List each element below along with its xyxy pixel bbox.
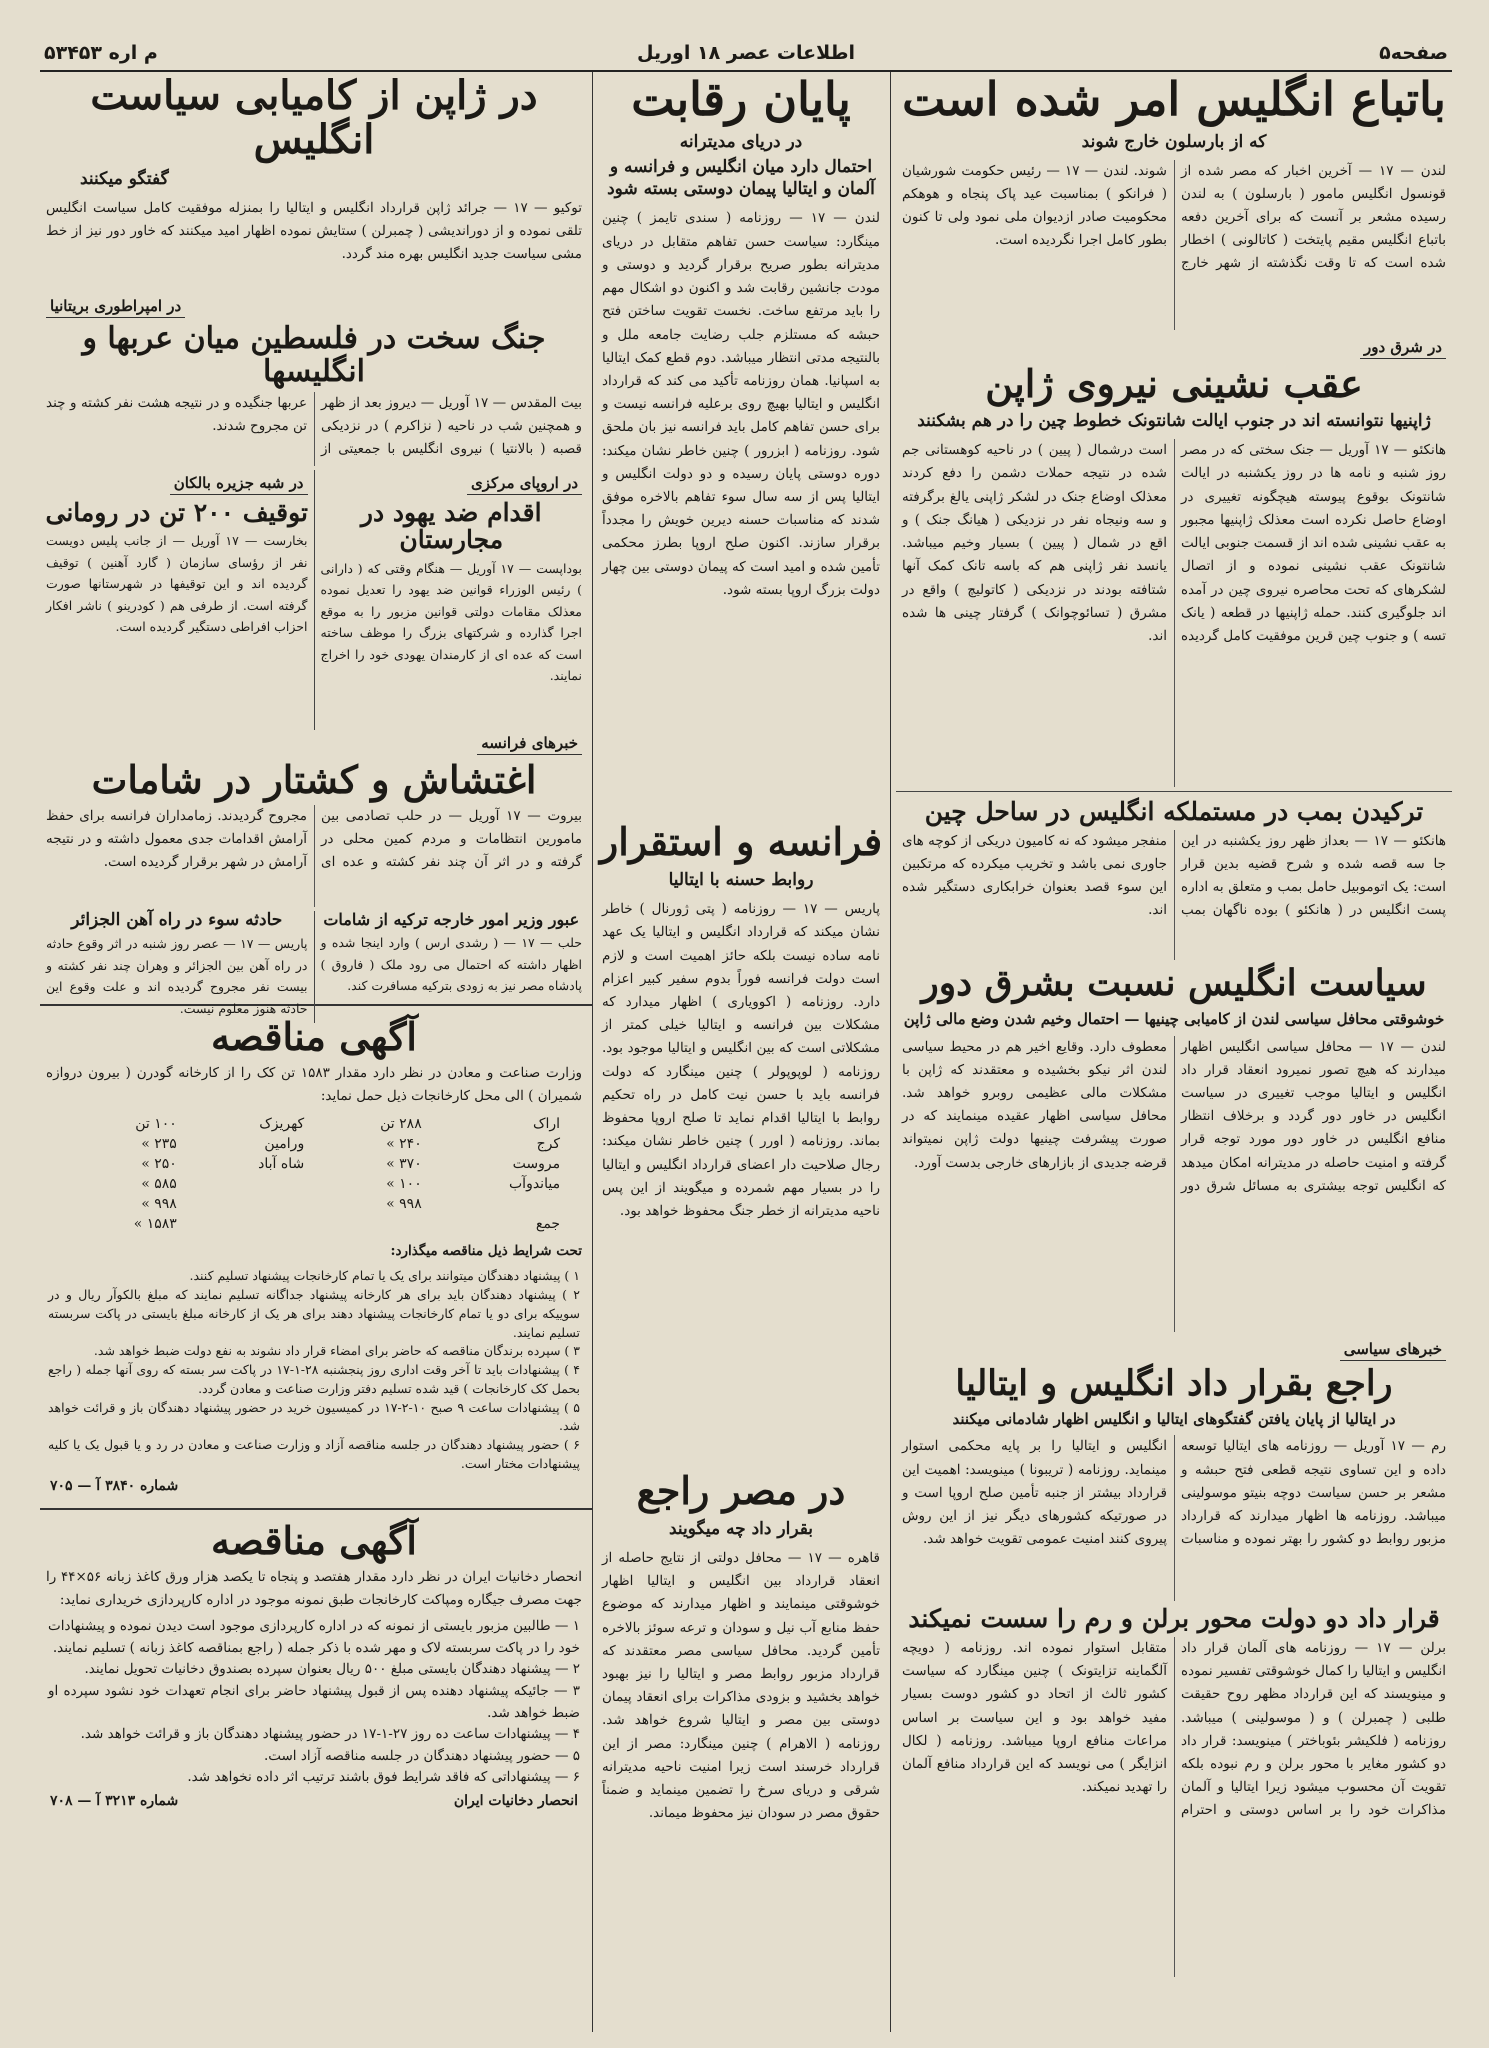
- cell: [428, 1194, 566, 1214]
- tender2-conditions: [48, 1616, 580, 1789]
- headline-turkey-minister: عبور وزیر امور خارجه ترکیه از شامات: [323, 909, 580, 929]
- subheadline-shantung: ژاپنیها نتوانسته اند در جنوب ایالت شانتونک خطوط چین را در هم بشکنند: [917, 411, 1431, 432]
- headline-egypt: در مصر راجع: [636, 1468, 846, 1514]
- balkans-block: [40, 470, 314, 730]
- tender2-intro: انحصار دخانیات ایران در نظر دارد مقدار هفتصد و پنجاه تا یکصد هزار ورق کاغذ زبانه ۵۶×۴۴ را جهت مصرف جیگاره ومپاکت کارخانجات طبق نمونه موجود در اداره کارپردازی خریداری نماید:: [46, 1568, 583, 1609]
- list-item: ۴ ) پیشنهادات باید تا آخر وقت اداری روز پنجشنبه ۲۸-۱-۱۷ در پاکت سر بسته که روی آنها جمله ( راجع بحمل کک کارخانجات ) قید شده تسلیم دفتر وزارت صناعت و معادن گردد.: [48, 1362, 580, 1396]
- section-label-france-news: خبرهای فرانسه: [477, 734, 582, 755]
- tender2-footer: [50, 1793, 578, 1809]
- article-palestine: بیت المقدس — ۱۷ آوریل — دیروز بعد از ظهر و همچنین شب در ناحیه ( نزاکرم ) در نزدیکی قصبه ( بالانتیا ) نیروی انگلیس با جمعیتی از عربها جنگیده و در نتیجه هشت نفر کشته و چند تن مجروح شدند.: [46, 394, 582, 458]
- table-row: [62, 1134, 566, 1154]
- table-row: [62, 1214, 566, 1234]
- section-label-far-east: در شرق دور: [1360, 338, 1446, 359]
- cell: اراک: [533, 1116, 561, 1133]
- paper-date: اطلاعات عصر ۱۸ اوریل: [637, 42, 855, 64]
- cell: ورامین: [264, 1136, 305, 1153]
- article-syria-unrest: بیروت — ۱۷ آوریل — در حلب تصادمی بین مامورین انتظامات و مردم کمین محلی در گرفته و در اثر آن چند نفر کشته و عده ای مجروح گردیدند. زمامداران فرانسه برای حفظ آرامش اقدامات جدی معمول داشته و در نتیجه آرامش در شهر برقرار گردیده است.: [46, 807, 582, 871]
- cell: ۹۹۸ »: [386, 1196, 422, 1213]
- section-label-political: خبرهای سیاسی: [1340, 1340, 1446, 1361]
- cell: شاه آباد: [258, 1156, 305, 1173]
- left-column: [40, 72, 588, 1016]
- central-europe-block: [314, 470, 589, 730]
- headline-japan-retreat: عقب نشینی نیروی ژاپن: [985, 360, 1363, 406]
- article-algeria-rail: پاریس — ۱۷ — عصر روز شنبه در اثر وقوع حادثه در راه آهن بین الجزائر و وهران چند نفر کشته و بیست نفر مجروح گردیده اند و علت وقوع این حادثه هنوز معلوم نیست.: [46, 936, 308, 1016]
- cell: [183, 1194, 310, 1214]
- tender-title: آگهی مناقصه: [211, 1014, 417, 1059]
- list-item: ۳ ) سپرده برندگان مناقصه که حاضر برای امضاء قرار داد نشوند به نفع دولت ضبط خواهد شد.: [93, 1343, 580, 1359]
- two-column-section: [40, 470, 588, 730]
- cell: ۲۸۸ تن: [380, 1116, 422, 1133]
- headline-syria-unrest: اغتشاش و کشتار در شامات: [91, 756, 537, 802]
- table-row: [62, 1194, 566, 1214]
- cell: [183, 1214, 310, 1234]
- algeria-block: [40, 911, 314, 1024]
- cell: کهریزک: [259, 1116, 305, 1133]
- list-item: ۲ ) پیشنهاد دهندگان باید برای هر کارخانه پیشنهاد جداگانه تسلیم نمایند که مبلغ بالکوآر ریال و در سوییکه برای دو یا تمام کارخانجات پیشنهاد دهند برای هر یک از کارخانه مبلغ بایستی در پاکت سربسته تسلیم نمایند.: [48, 1287, 580, 1340]
- masthead: [40, 36, 1452, 72]
- list-item: ۳ — جائیکه پیشنهاد دهنده پس از قبول پیشنهاد حاضر برای انجام تعهدات خود نشود سپرده او ضبط خواهد شد.: [48, 1683, 580, 1721]
- column-rule: [890, 72, 891, 2032]
- tender2-number: شماره ۳۲۱۳ آ — ۷۰۸: [50, 1792, 179, 1809]
- cell: مروست: [512, 1156, 561, 1173]
- headline-algeria-rail: حادثه سوء در راه آهن الجزائر: [71, 909, 283, 930]
- tender-notice-paper: [40, 1514, 588, 2034]
- tender-conditions: [48, 1267, 580, 1473]
- issue-number: ۵م اره ۳۴۵۳: [44, 42, 158, 64]
- tender-table: [62, 1114, 566, 1234]
- table-row: [62, 1174, 566, 1194]
- list-item: ۶ — پیشنهاداتی که فاقد شرایط فوق باشند ترتیب اثر داده نخواهد شد.: [187, 1769, 580, 1786]
- article-end-of-rivalry: لندن — ۱۷ — روزنامه ( سندی تایمز ) چنین مینگارد: سیاست حسن تفاهم متقابل در دریای مدیترانه بطور صریح برقرار گردید و دوستی و مودت جانشین رقابت شد و اکنون دو اشکال مهم را باید مرتفع ساخت. نخست تقویت ساختن فتح حبشه که مستلزم جلب رضایت جامعه ملل و بالنتیجه مدتی انتظار میباشد. دوم قطع کمک ایتالیا به اسپانیا. همان روزنامه تأکید می کند که قرارداد انگلیس و ایتالیا بهیچ روی برعلیه فرانسه نیست و برای حسن تفاهم کامل باید فرانسه نیز بان ملحق شود. روزنامه ( ابزرور ) چنین خاطر نشان میکند: دوره دوستی پایان رسیده و دو دولت انگلیس و ایتالیا پس از سه سال سوء تفاهم بالاخره موفق شدند که مناسبات حسنه دیرین خویش را مجدداً برقرار سازند. اکنون صلح اروپا بطرز محکمی تأمین شده و امید است که پیمان دوستی بین چهار دولت بزرگ اروپا بسته شود.: [602, 210, 880, 598]
- article-british-policy: لندن — ۱۷ — محافل سیاسی انگلیس اظهار میدارند که هیچ تصور نمیرود انعقاد قرار داد انگلیس و ایتالیا موجب تغییری در سیاست انگلیس در خاور دور گردد و برخلاف انتظار منافع انگلیس در خاور دور مورد توجه قرار گرفته و امنیت حاصله در مدیترانه امکان میدهد که انگلیس توجه بیشتری به مسائل شرق دور معطوف دارد. وقایع اخیر هم در محیط سیاسی لندن اثر نیکو بخشیده و معتقدند که ژاپن با مشکلات مالی عظیمی روبرو خواهد شد. محافل سیاسی اظهار عقیده مینمایند که در صورت پیشرفت چینیها دولت ژاپن نمیتواند قرضه جدیدی از بازارهای خارجی بدست آورد.: [902, 1038, 1446, 1194]
- cell: کرج: [536, 1136, 561, 1153]
- subheadline-barcelona: که از بارسلون خارج شوند: [1081, 131, 1267, 152]
- list-item: ۴ — پیشنهادات ساعت ده روز ۲۷-۱-۱۷ در حضور پیشنهاد دهندگان باز و قرائت خواهد شد.: [80, 1726, 580, 1743]
- article-bomb-china: هانکئو — ۱۷ — بعداز ظهر روز یکشنبه در این جا سه قصه شده و شرح قضیه بدین قرار است: یک اتوموبیل حامل بمب و متعلق به اداره پست انگلیس در ( هانکئو ) بوده ناگهان بمب منفجر میشود که نه کامیون دریکی از کوچه های جاوری نمی باشد و تخریب میکرده که مرتکبین این سوء قصد بعنوان خرابکاری دستگیر شده اند.: [902, 832, 1446, 919]
- separator: [896, 791, 1452, 792]
- cell: ۱۰۰ »: [386, 1176, 422, 1193]
- tender-intro: وزارت صناعت و معادن در نظر دارد مقدار ۱۵۸۳ تن کک را از کارخانه گودرن ( بیرون دروازه شمیران ) الی محل کارخانجات ذیل حمل نماید:: [46, 1064, 582, 1105]
- headline-british-policy-far-east: سیاست انگلیس نسبت بشرق دور: [921, 961, 1427, 1004]
- article-barcelona: لندن — ۱۷ — آخرین اخبار که مصر شده از قونسول انگلیس مامور ( بارسلون ) به لندن رسیده مشعر بر آنست که برای آخرین دفعه باتباع انگلیس مقیم پایتخت ( کاتالونی ) اخطار شده است که تا وقت نگذشته از شهر خارج شوند. لندن — ۱۷ — رئیس حکومت شورشیان ( فرانکو ) بمناسبت عید پاک پنجاه و هوهکم محکومیت صادر ازدیوان ملی نمود ولی تا کنون بطور کامل اجرا نگردیده است.: [902, 162, 1446, 272]
- cell: ۲۴۰ »: [386, 1136, 422, 1153]
- headline-japan-british-policy: در ژاپن از کامیابی سیاست انگلیس: [90, 72, 538, 163]
- section-label-balkans: در شبه جزیره بالکان: [170, 474, 308, 495]
- table-row: [62, 1114, 566, 1134]
- cell: ۲۳۵ »: [141, 1136, 177, 1153]
- tender2-title: آگهی مناقصه: [211, 1518, 417, 1563]
- headline-berlin-rome-axis: قرار داد دو دولت محور برلن و رم را سست نمیکند: [908, 1604, 1440, 1634]
- headline-end-of-rivalry: پایان رقابت: [631, 72, 851, 126]
- list-item: ۱ ) پیشنهاد دهندگان میتوانند برای یک یا تمام کارخانجات پیشنهاد تسلیم کنند.: [189, 1268, 580, 1284]
- cell: ۲۵۰ »: [141, 1156, 177, 1173]
- headline-palestine: جنگ سخت در فلسطین میان عربها و انگلیسها: [82, 320, 546, 389]
- headline-france-stability: فرانسه و استقرار: [599, 819, 883, 865]
- subheadline-italy-joy: در ایتالیا از پایان یافتن گفتگوهای ایتالیا و انگلیس اظهار شادمانی میکنند: [952, 1410, 1396, 1429]
- list-item: ۲ — پیشنهاد دهندگان بایستی مبلغ ۵۰۰ ریال بعنوان سپرده بصندوق دخانیات تحویل نمایند.: [84, 1661, 580, 1678]
- article-turkey-minister: حلب — ۱۷ — ( رشدی ارس ) وارد اینجا شده و اظهار داشته که احتمال می رود ملک ( فاروق ) پادشاه مصر نیز به زودی بترکیه مسافرت کند.: [320, 935, 582, 994]
- section-label-central-europe: در اروپای مرکزی: [467, 474, 582, 495]
- article-japan-retreat: هانکئو — ۱۷ آوریل — جنک سختی که در مصر روز شنبه و نامه ها در روز یکشنبه در ایالت شانتونک بوقوع پیوسته هیچگونه تغییری در اوضاع حاصل نکرده است معذلک ژاپنیها مجبور به عقب نشینی شده اند از قسمت جنوبی ایالت شانتونک عقب نشینی نموده و از اتصال لشکرهای که تحت محاصره نیروی چین در آمده اند جلوگیری کنند. حمله ژاپنیها در قطعه ( یانک تسه ) و جنوب چین قرین موفقیت کامل گردیده است درشمال ( پیین ) در ناحیه کوهستانی جم شده در نتیجه حملات دشمن را دفع کردند معذلک اوضاع جنک در لشکر ژاپنی یالغ برگرفته و سه ونیجاه نفر در نزدیکی ( هیانگ جنک ) و اقع در شمال ( پیین ) بسیار وخیم میباشد. یانسد نفر ژاپنی هم که باسه تانک کمک آنها شتافته بودند در نزدیکی ( کاتولیچ ) واقع در مشرق ( تسائوچوانک ) گرفتار چینی ها شده اند.: [902, 442, 1446, 645]
- article-anglo-italian: رم — ۱۷ آوریل — روزنامه های ایتالیا توسعه داده و این تساوی نتیجه قطعی فتح حبشه و مشعر بر حسن سیاست دوچه بنیتو موسولینی میباشد. روزنامه ها اظهار میدارند که قرارداد مزبور روابط دو کشور را بهتر نموده و مناسبات انگلیس و ایتالیا را بر پایه محکمی استوار مینماید. روزنامه ( تریبونا ) مینویسد: اهمیت این قرارداد بیشتر از جنبه تأمین صلح اروپا است و در صورتیکه کشورهای دیگر نیز از این روش پیروی کنند امنیت عمومی تقویت خواهد شد.: [902, 1438, 1446, 1548]
- tender-conditions-title: تحت شرایط ذیل مناقصه میگذارد:: [390, 1243, 582, 1260]
- article-berlin-rome-axis: برلن — ۱۷ — روزنامه های آلمان قرار داد انگلیس و ایتالیا را کمال خوشوقتی تفسیر نموده و مینویسند که این قرارداد مظهر روح حقیقت طلبی ( چمبرلن ) و ( موسولینی ) میباشد. روزنامه ( فلکیشر بئوباختر ) مینویسد: قرار داد دو کشور مغایر با محور برلن و رم نبوده بلکه تقویت آن محسوب میشود زیرا ایتالیا و آلمان مذاکرات خود را بر اساس دوستی و احترام متقابل استوار نموده اند. روزنامه ( دویچه آلگماینه تزایتونک ) چنین مینگارد که سیاست کشور ثالث از اتحاد دو کشور دوست بسیار مفید خواهد بود و این سیاست بر اساس مراعات منافع اروپا میباشد. روزنامه ( لکال انزایگر ) می نویسد که این قرارداد منافع آلمان را تهدید نمیکند.: [902, 1639, 1446, 1819]
- article-egypt: قاهره — ۱۷ — محافل دولتی از نتایج حاصله از انعقاد قرارداد بین انگلیس و ایتالیا اظهار خوشوقتی مینمایند و اظهار میدارند که موضوع حفظ منابع آب نیل و سودان و ترعه سوئز بالاخره تأمین گردید. محافل سیاسی مصر معتقدند که قرارداد مزبور روابط مصر و ایتالیا را نیز بهبود خواهد بخشید و بزودی مذاکرات برای انعقاد پیمان دوستی بین مصر و ایتالیا شروع خواهد شد. روزنامه ( الاهرام ) چنین مینگارد: مصر از این قرارداد خرسند است زیرا امنیت ناحیه مدیترانه شرقی و دریای سرخ را تضمین مینماید و ضمناً حقوق مصر در سودان نیز محفوظ میماند.: [602, 1549, 880, 1822]
- cell: ۱۵۸۳ »: [133, 1216, 177, 1233]
- subheadline-four-power-pact: احتمال دارد میان انگلیس و فرانسه و آلمان و ایتالیا پیمان دوستی بسته شود: [607, 156, 875, 200]
- section-label-empire: در امپراطوری بریتانیا: [46, 297, 185, 318]
- table-row: [62, 1154, 566, 1174]
- cell: میاندوآب: [509, 1176, 561, 1193]
- cell: جمع: [535, 1216, 561, 1233]
- headline-hungary: اقدام ضد یهود در مجارستان: [360, 497, 542, 555]
- right-column: [896, 74, 1452, 2034]
- headline-romania: توقیف ۲۰۰ تن در رومانی: [45, 497, 308, 527]
- turkey-block: [314, 911, 589, 1024]
- article-hungary: بوداپست — ۱۷ آوریل — هنگام وقتی که ( دارانی ) رئیس الوزراء قوانین ضد یهود را تعدیل نموده معذلک مقامات دولتی قوانین مزبور را به موقع اجرا گذارده و شرکتهای بزرگ را موظف ساخته است که عده ای از کارمندان یهودی خود را اخراج نمایند.: [320, 560, 582, 684]
- article-romania: بخارست — ۱۷ آوریل — از جانب پلیس دویست نفر از رؤسای سازمان ( گارد آهنین ) توقیف گردیده اند و این توقیفها در شهرستانها صورت گرفته است. از طرفی هم ( کودرینو ) ناشر افکار احزاب افراطی دستگیر گردیده است.: [46, 533, 308, 635]
- list-item: ۵ ) پیشنهادات ساعت ۹ صبح ۱۰-۲-۱۷ در کمیسیون خرید در حضور پیشنهاد دهندگان باز و قرائت خواهد شد.: [48, 1399, 580, 1434]
- cell: ۹۹۸ »: [141, 1196, 177, 1213]
- tender-footer: شماره ۳۸۴۰ آ — ۷۰۵: [50, 1477, 179, 1494]
- list-item: ۱ — طالبین مزبور بایستی از نمونه که در اداره کارپردازی موجود است دیدن نموده و پیشنهادات خود را در پاکت سربسته لاک و مهر شده با ذکر جمله ( راجع بمناقصه کاغذ زبانه ) تسلیم نمایند.: [48, 1618, 580, 1656]
- cell: ۳۷۰ »: [386, 1156, 422, 1173]
- article-france-italy: پاریس — ۱۷ — روزنامه ( پتی ژورنال ) خاطر نشان میکند که قرارداد انگلیس و ایتالیا یک عهد نامه ساده نیست بلکه حائز اهمیت است و لازم است دولت فرانسه فوراً بدوم سفیر کبیر اعزام دارد. روزنامه ( اکوویاری ) اظهار میدارد که مشکلات بین فرانسه و ایتالیا خیلی کمتر از مشکلاتی است که بین انگلیس و ایتالیا موجود بود. روزنامه ( لوپوپولر ) چنین مینگارد که دولت فرانسه باید با حسن نیت کامل در راه تحکیم روابط با ایتالیا اقدام نماید تا صلح اروپا محفوظ بماند. روزنامه ( اورر ) چنین خاطر نشان میکند: رجال صلاحیت دار اعضای قرارداد انگلیس و ایتالیا را در بسیار مهم شمرده و میگویند از این پس ناحیه مدیترانه از خطر جنگ محفوظ خواهد بود.: [602, 901, 880, 1219]
- tender2-issuer: انحصار دخانیات ایران: [453, 1792, 578, 1809]
- subheadline-france-italy: روابط حسنه با ایتالیا: [668, 870, 814, 891]
- subheadline-mediterranean: در دریای مدیترانه: [679, 131, 803, 152]
- subheadline-japan: گفتگو میکنند: [80, 169, 169, 189]
- tender-notice-coke: [40, 1010, 588, 1504]
- headline-anglo-italian-agreement: راجع بقرار داد انگلیس و ایتالیا: [955, 1362, 1393, 1404]
- cell: [183, 1174, 310, 1194]
- middle-column: [596, 74, 886, 2034]
- bottom-left-section: [40, 911, 588, 1024]
- list-item: ۶ ) حضور پیشنهاد دهندگان در جلسه مناقصه آزاد و وزارت صناعت و معادن در رد و یا قبول یک یا کلیه پیشنهادات مختار است.: [48, 1437, 580, 1471]
- article-japan-press: توکیو — ۱۷ — جرائد ژاپن قرارداد انگلیس و ایتالیا را بمنزله موفقیت کامل سیاست انگلیس تلقی نموده و از دوراندیشی ( چمبرلن ) ستایش نموده اظهار امید میکنند که خاور دور نیز از خط مشی سیاست جدید انگلیس بهره مند گردد.: [46, 199, 582, 263]
- cell: [310, 1214, 428, 1234]
- page-number: صفحه۵: [1379, 42, 1448, 64]
- headline-bomb-china: ترکیدن بمب در مستملکه انگلیس در ساحل چین: [924, 797, 1424, 827]
- headline-british-nationals: باتباع انگلیس امر شده است: [902, 72, 1446, 126]
- subheadline-egypt: بقرار داد چه میگویند: [668, 1518, 814, 1539]
- subheadline-london-circles: خوشوقتی محافل سیاسی لندن از کامیابی چینیها — احتمال وخیم شدن وضع مالی ژاپن: [903, 1010, 1445, 1029]
- column-rule: [592, 72, 593, 2032]
- section-rule: [40, 1508, 592, 1510]
- cell: ۵۸۵ »: [141, 1176, 177, 1193]
- list-item: ۵ — حضور پیشنهاد دهندگان در جلسه مناقصه آزاد است.: [263, 1747, 580, 1764]
- cell: ۱۰۰ تن: [135, 1116, 177, 1133]
